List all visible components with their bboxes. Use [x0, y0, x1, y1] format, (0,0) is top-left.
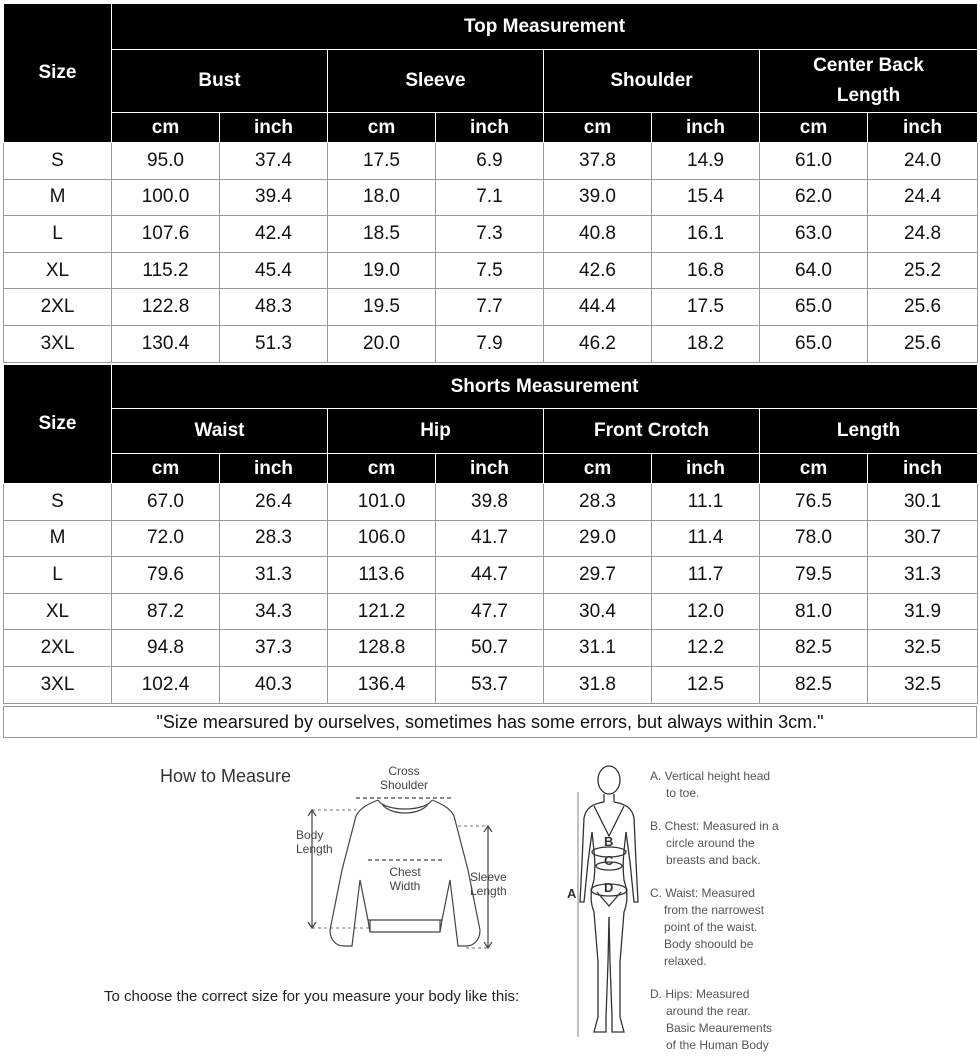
table-title: Shorts Measurement — [112, 365, 978, 409]
unit-header: cm — [328, 113, 436, 143]
size-cell: M — [4, 520, 112, 557]
size-header: Size — [4, 365, 112, 484]
value-cell: 11.7 — [652, 557, 760, 594]
value-cell: 7.1 — [436, 179, 544, 216]
size-cell: 2XL — [4, 289, 112, 326]
table-row — [4, 557, 978, 594]
value-cell: 47.7 — [436, 593, 544, 630]
value-cell: 28.3 — [220, 520, 328, 557]
size-cell: 3XL — [4, 325, 112, 362]
marker-b: B — [604, 834, 614, 849]
value-cell: 32.5 — [868, 666, 978, 703]
value-cell: 29.7 — [544, 557, 652, 594]
column-group-center-back-length: Center Back Length — [760, 50, 978, 113]
measurement-note: "Size mearsured by ourselves, sometimes has some errors, but always within 3cm." — [3, 706, 977, 738]
unit-header: inch — [436, 454, 544, 484]
value-cell: 29.0 — [544, 520, 652, 557]
table-row — [4, 325, 978, 362]
value-cell: 39.0 — [544, 179, 652, 216]
value-cell: 12.0 — [652, 593, 760, 630]
value-cell: 100.0 — [112, 179, 220, 216]
unit-header: cm — [112, 113, 220, 143]
value-cell: 42.4 — [220, 216, 328, 253]
value-cell: 79.6 — [112, 557, 220, 594]
value-cell: 20.0 — [328, 325, 436, 362]
size-cell: 2XL — [4, 630, 112, 667]
value-cell: 115.2 — [112, 252, 220, 289]
table-row — [4, 289, 978, 326]
body-length-label: Body Length — [296, 828, 333, 856]
value-cell: 136.4 — [328, 666, 436, 703]
value-cell: 25.2 — [868, 252, 978, 289]
column-group-waist: Waist — [112, 409, 328, 454]
value-cell: 94.8 — [112, 630, 220, 667]
value-cell: 19.5 — [328, 289, 436, 326]
value-cell: 16.1 — [652, 216, 760, 253]
value-cell: 25.6 — [868, 289, 978, 326]
value-cell: 130.4 — [112, 325, 220, 362]
value-cell: 82.5 — [760, 666, 868, 703]
value-cell: 17.5 — [652, 289, 760, 326]
legend-a: A. Vertical height head to toe. — [650, 769, 771, 800]
table-row — [4, 484, 978, 521]
unit-header: inch — [868, 454, 978, 484]
value-cell: 67.0 — [112, 484, 220, 521]
value-cell: 122.8 — [112, 289, 220, 326]
legend-c: C. Waist: Measured from the narrowest point of the waist. Body shoould be relaxed. — [650, 886, 765, 968]
value-cell: 65.0 — [760, 289, 868, 326]
value-cell: 50.7 — [436, 630, 544, 667]
value-cell: 26.4 — [220, 484, 328, 521]
value-cell: 11.4 — [652, 520, 760, 557]
value-cell: 19.0 — [328, 252, 436, 289]
table-row — [4, 666, 978, 703]
top-measurement-table — [3, 3, 978, 363]
unit-header: cm — [544, 113, 652, 143]
value-cell: 61.0 — [760, 143, 868, 180]
value-cell: 40.3 — [220, 666, 328, 703]
unit-header: inch — [436, 113, 544, 143]
choose-size-instruction: To choose the correct size for you measure your body like this: — [104, 988, 520, 1005]
value-cell: 87.2 — [112, 593, 220, 630]
table-row — [4, 252, 978, 289]
size-cell: 3XL — [4, 666, 112, 703]
value-cell: 39.4 — [220, 179, 328, 216]
value-cell: 18.0 — [328, 179, 436, 216]
shorts-measurement-table — [3, 364, 978, 704]
value-cell: 79.5 — [760, 557, 868, 594]
value-cell: 31.3 — [220, 557, 328, 594]
value-cell: 65.0 — [760, 325, 868, 362]
table-row — [4, 520, 978, 557]
unit-header: inch — [220, 113, 328, 143]
value-cell: 121.2 — [328, 593, 436, 630]
size-cell: S — [4, 143, 112, 180]
value-cell: 107.6 — [112, 216, 220, 253]
value-cell: 14.9 — [652, 143, 760, 180]
value-cell: 37.4 — [220, 143, 328, 180]
value-cell: 48.3 — [220, 289, 328, 326]
value-cell: 78.0 — [760, 520, 868, 557]
legend-b: B. Chest: Measured in a circle around the breasts and back. — [650, 819, 779, 867]
size-cell: L — [4, 557, 112, 594]
value-cell: 102.4 — [112, 666, 220, 703]
body-figure-illustration — [564, 762, 644, 1052]
value-cell: 24.4 — [868, 179, 978, 216]
chest-width-label: Chest Width — [389, 865, 421, 893]
column-group-bust: Bust — [112, 50, 328, 113]
guide-title: How to Measure — [160, 766, 292, 786]
top-table-body — [4, 143, 978, 363]
value-cell: 31.3 — [868, 557, 978, 594]
column-group-sleeve: Sleeve — [328, 50, 544, 113]
size-cell: XL — [4, 252, 112, 289]
value-cell: 31.9 — [868, 593, 978, 630]
value-cell: 17.5 — [328, 143, 436, 180]
size-cell: S — [4, 484, 112, 521]
value-cell: 12.5 — [652, 666, 760, 703]
unit-header: inch — [868, 113, 978, 143]
value-cell: 11.1 — [652, 484, 760, 521]
unit-header: inch — [652, 113, 760, 143]
value-cell: 25.6 — [868, 325, 978, 362]
column-group-shoulder: Shoulder — [544, 50, 760, 113]
value-cell: 44.7 — [436, 557, 544, 594]
value-cell: 24.8 — [868, 216, 978, 253]
unit-header: cm — [760, 454, 868, 484]
sleeve-length-label: Sleeve Length — [470, 870, 507, 898]
value-cell: 41.7 — [436, 520, 544, 557]
unit-header: cm — [328, 454, 436, 484]
value-cell: 31.8 — [544, 666, 652, 703]
value-cell: 42.6 — [544, 252, 652, 289]
marker-a: A — [567, 886, 577, 901]
value-cell: 7.9 — [436, 325, 544, 362]
value-cell: 6.9 — [436, 143, 544, 180]
table-title: Top Measurement — [112, 4, 978, 50]
value-cell: 40.8 — [544, 216, 652, 253]
value-cell: 72.0 — [112, 520, 220, 557]
value-cell: 24.0 — [868, 143, 978, 180]
value-cell: 53.7 — [436, 666, 544, 703]
table-row — [4, 593, 978, 630]
table-row — [4, 143, 978, 180]
value-cell: 95.0 — [112, 143, 220, 180]
value-cell: 34.3 — [220, 593, 328, 630]
value-cell: 106.0 — [328, 520, 436, 557]
unit-header: inch — [220, 454, 328, 484]
value-cell: 18.2 — [652, 325, 760, 362]
legend-d: D. Hips: Measured around the rear. Basic Meaurements of the Human Body — [650, 987, 773, 1052]
value-cell: 45.4 — [220, 252, 328, 289]
value-cell: 63.0 — [760, 216, 868, 253]
size-header: Size — [4, 4, 112, 143]
unit-header: cm — [544, 454, 652, 484]
value-cell: 31.1 — [544, 630, 652, 667]
unit-header: cm — [760, 113, 868, 143]
value-cell: 82.5 — [760, 630, 868, 667]
value-cell: 7.3 — [436, 216, 544, 253]
value-cell: 81.0 — [760, 593, 868, 630]
size-cell: L — [4, 216, 112, 253]
column-group-hip: Hip — [328, 409, 544, 454]
value-cell: 128.8 — [328, 630, 436, 667]
shorts-table-body — [4, 484, 978, 704]
value-cell: 51.3 — [220, 325, 328, 362]
value-cell: 44.4 — [544, 289, 652, 326]
value-cell: 101.0 — [328, 484, 436, 521]
marker-d: D — [604, 880, 614, 895]
value-cell: 12.2 — [652, 630, 760, 667]
value-cell: 76.5 — [760, 484, 868, 521]
value-cell: 64.0 — [760, 252, 868, 289]
unit-header: inch — [652, 454, 760, 484]
column-group-length: Length — [760, 409, 978, 454]
value-cell: 7.7 — [436, 289, 544, 326]
value-cell: 37.3 — [220, 630, 328, 667]
value-cell: 39.8 — [436, 484, 544, 521]
table-row — [4, 179, 978, 216]
value-cell: 113.6 — [328, 557, 436, 594]
size-cell: M — [4, 179, 112, 216]
value-cell: 62.0 — [760, 179, 868, 216]
table-row — [4, 216, 978, 253]
value-cell: 28.3 — [544, 484, 652, 521]
value-cell: 16.8 — [652, 252, 760, 289]
value-cell: 7.5 — [436, 252, 544, 289]
marker-c: C — [604, 853, 614, 868]
size-cell: XL — [4, 593, 112, 630]
value-cell: 30.1 — [868, 484, 978, 521]
value-cell: 37.8 — [544, 143, 652, 180]
value-cell: 15.4 — [652, 179, 760, 216]
column-group-front-crotch: Front Crotch — [544, 409, 760, 454]
value-cell: 18.5 — [328, 216, 436, 253]
unit-header: cm — [112, 454, 220, 484]
value-cell: 46.2 — [544, 325, 652, 362]
value-cell: 32.5 — [868, 630, 978, 667]
table-row — [4, 630, 978, 667]
cross-shoulder-label: Cross Shoulder — [379, 764, 429, 792]
value-cell: 30.7 — [868, 520, 978, 557]
value-cell: 30.4 — [544, 593, 652, 630]
